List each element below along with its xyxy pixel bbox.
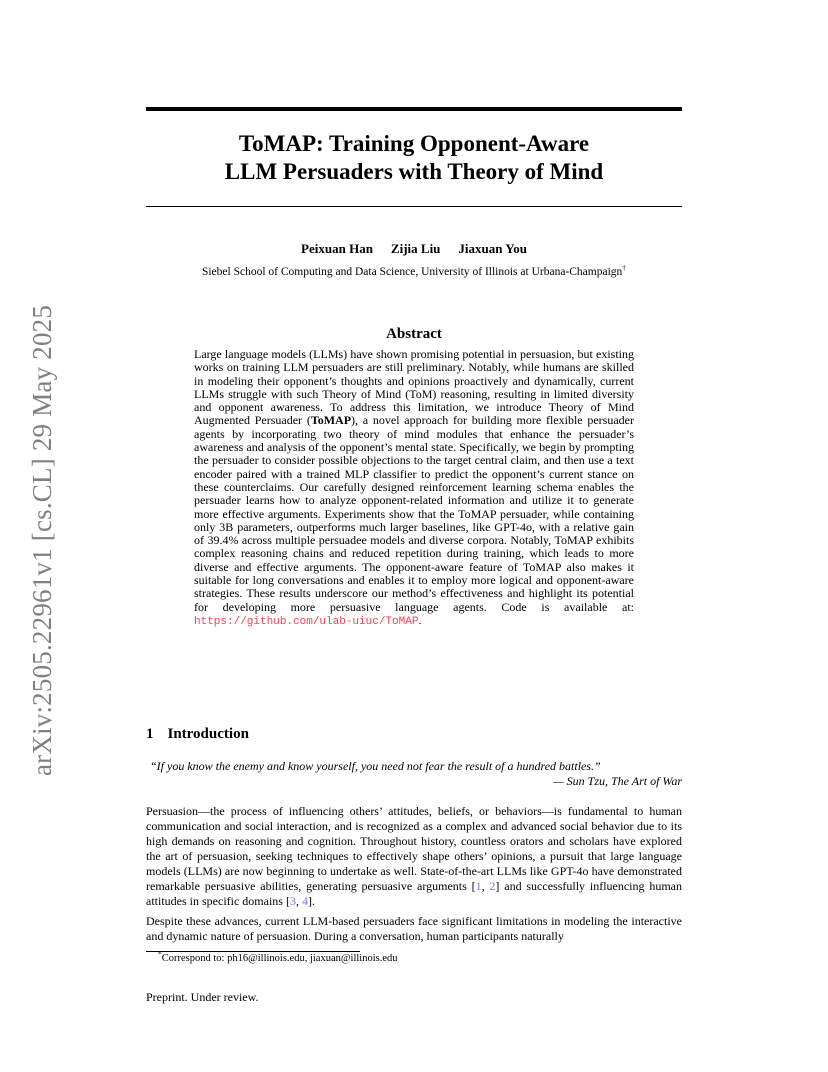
affiliation-text: Siebel School of Computing and Data Science, University of Illinois at Urbana-Champaign [201, 266, 623, 278]
author-name: Peixuan Han [301, 241, 373, 256]
intro-paragraph-2: Despite these advances, current LLM-based persuaders face significant limitations in modeling the interactive and dynamic nature of persuasion. During a conversation, human participants naturally [146, 914, 682, 943]
title-line-1: ToMAP: Training Opponent-Aware [238, 131, 590, 156]
title-top-rule [146, 107, 682, 111]
arxiv-identifier: arXiv:2505.22961v1 [cs.CL] 29 May 2025 [27, 304, 57, 776]
abstract-text-2: ), a novel approach for building more flexible persuader agents by incorporating two theory of mind modules that enhance the persuader’s awareness and analysis of the opponent’s mental state. Specifically, we begin by prompting the persuader to consider possible objections to the target central claim, and then use a text encoder paired with a trained MLP classifier to predict the opponent’s current stance on these counterclaims. Our carefully designed reinforcement learning schema enables the persuader learns how to analyze opponent-related information and utilize it to generate more effective arguments. Experiments show that the ToMAP persuader, while containing only 3B parameters, outperforms much larger baselines, like GPT-4o, with a relative gain of 39.4% across multiple persuadee models and diverse corpora. Notably, ToMAP exhibits complex reasoning chains and reduced repetition during training, which leads to more diverse and effective arguments. The opponent-aware feature of ToMAP also makes it suitable for long conversations and enables it to employ more logical and opponent-aware strategies. These results underscore our method’s effectiveness and highlight its potential for developing more persuasive language agents. Code is available at: [194, 413, 634, 614]
citation-link[interactable]: 1 [475, 879, 482, 893]
epigraph-attribution: — Sun Tzu, The Art of War [552, 774, 682, 788]
epigraph [146, 759, 682, 789]
paper-title [146, 130, 682, 186]
abstract-text-1: Large language models (LLMs) have shown promising potential in persuasion, but existing works on training LLM persuaders are still preliminary. Notably, while humans are skilled in modeling their opponent’s thoughts and opinions proactively and dynamically, current LLMs struggle with such Theory of Mind (ToM) reasoning, resulting in limited diversity and opponent awareness. To address this limitation, we introduce Theory of Mind Augmented Persuader ( [194, 347, 634, 428]
title-line-2: LLM Persuaders with Theory of Mind [224, 159, 604, 184]
section-title: Introduction [167, 726, 249, 742]
code-link[interactable]: https://github.com/ulab-uiuc/ToMAP [194, 615, 419, 628]
affiliation [146, 263, 682, 278]
epigraph-text: “If you know the enemy and know yourself, you need not fear the result of a hundred battles.” [150, 759, 601, 773]
method-name: ToMAP [310, 413, 352, 428]
preprint-notice: Preprint. Under review. [146, 990, 259, 1004]
footnote-rule [146, 951, 360, 952]
citation-link[interactable]: 4 [301, 894, 308, 908]
abstract-heading: Abstract [386, 326, 442, 342]
footnote [158, 949, 398, 964]
footnote-text: Correspond to: ph16@illinois.edu, jiaxuan@illinois.edu [161, 953, 398, 964]
author-name: Jiaxuan You [458, 241, 527, 256]
abstract-body [194, 348, 634, 629]
title-bottom-rule [146, 206, 682, 207]
affiliation-mark: † [622, 263, 627, 273]
section-heading [146, 726, 249, 743]
abstract-end: . [418, 612, 422, 627]
intro-paragraph-1: Persuasion—the process of influencing others’ attitudes, beliefs, or behaviors—is fundamental to human communication and social interaction, and is recognized as a complex and advanced social behavior due to its high demands on reasoning and cognition. Throughout history, countless orators and scholars have explored the art of persuasion, seeking techniques to effectively shape others’ opinions, a pursuit that large language models (LLMs) are now beginning to undertake as well. State-of-the-art LLMs like GPT-4o have demonstrated remarkable persuasive abilities, generating persuasive arguments [1, 2] and successfully influencing human attitudes in specific domains [3, 4]. [146, 804, 682, 908]
footnote-mark: * [158, 949, 162, 959]
paragraph-text: Persuasion—the process of influencing others’ attitudes, beliefs, or behaviors—is fundamental to human communication and social interaction, and is recognized as a complex and advanced social behavior due to its high demands on reasoning and cognition. Throughout history, countless orators and scholars have explored the art of persuasion, seeking techniques to effectively shape others’ opinions, a pursuit that large language models (LLMs) are now beginning to undertake as well. State-of-the-art LLMs like GPT-4o have demonstrated remarkable persuasive abilities, generating persuasive arguments [ [146, 804, 682, 893]
paragraph-text: ] and successfully influencing human attitudes in specific domains [ [146, 879, 682, 908]
author-list [146, 241, 682, 257]
citation-link[interactable]: 2 [489, 879, 496, 893]
citation-link[interactable]: 3 [289, 894, 296, 908]
author-name: Zijia Liu [390, 241, 441, 256]
section-number: 1 [146, 726, 154, 742]
